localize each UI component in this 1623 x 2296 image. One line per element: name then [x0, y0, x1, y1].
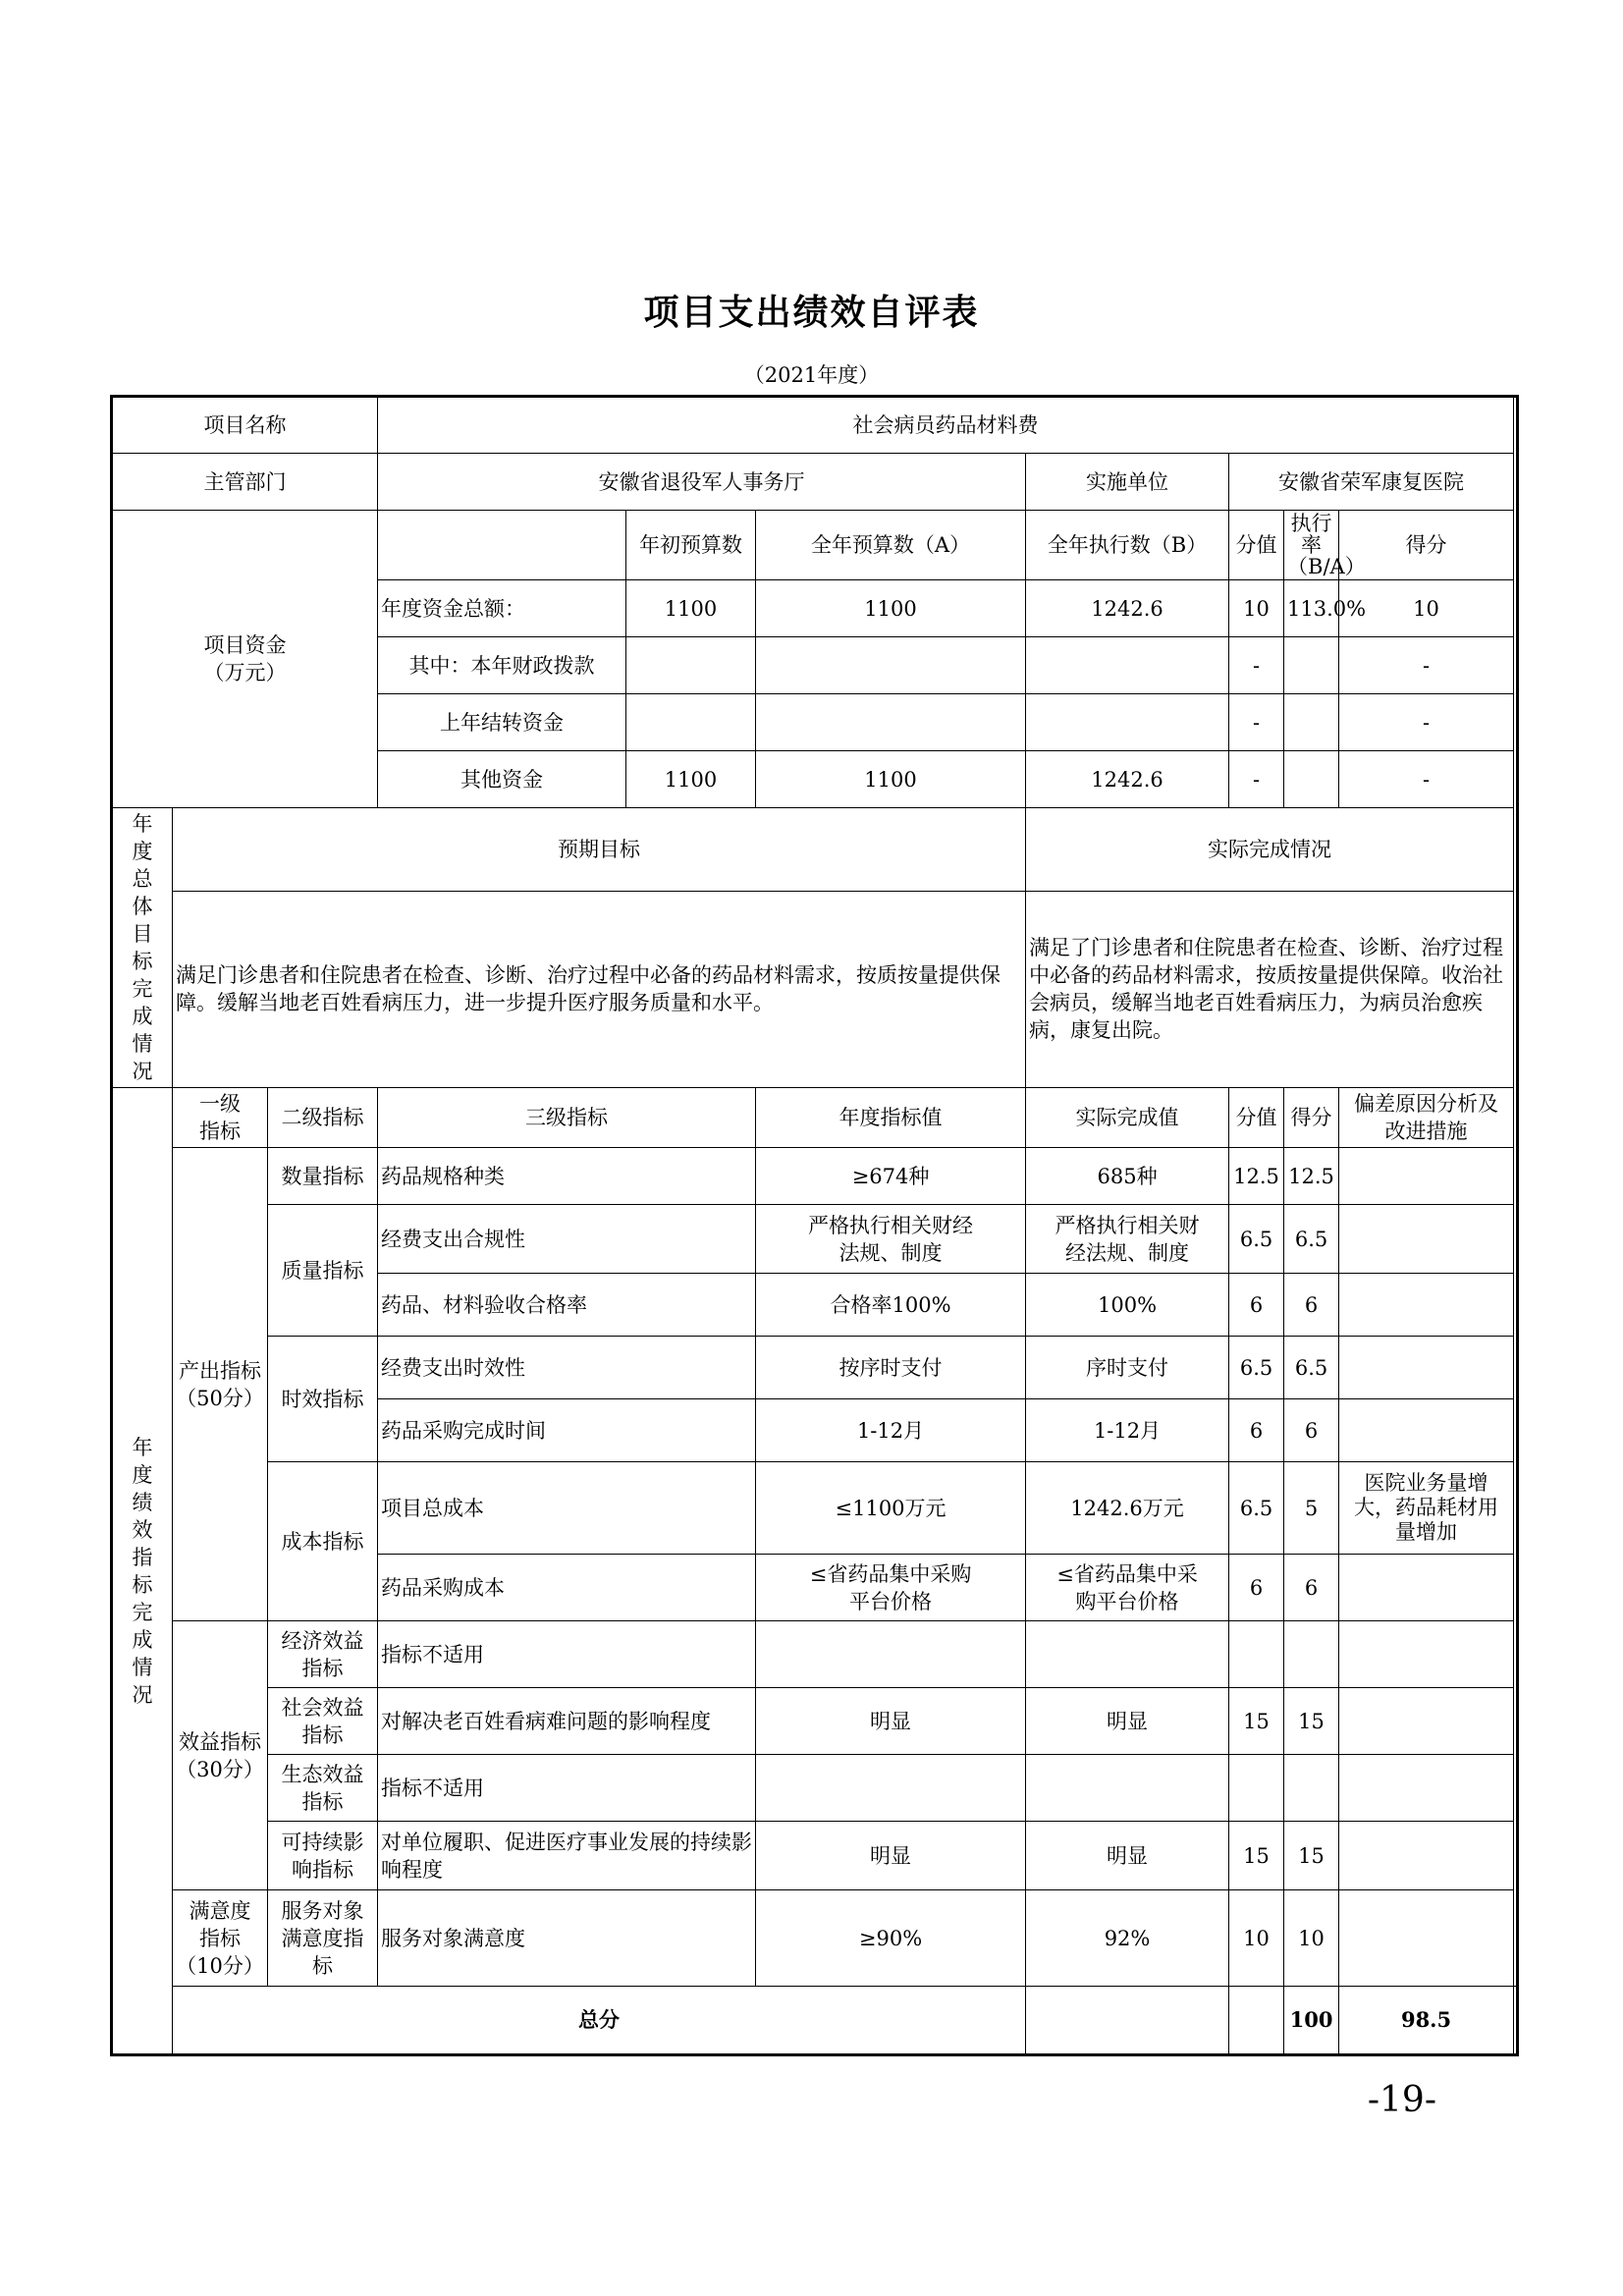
indicator-target: [756, 1621, 1026, 1688]
funds-header-rate: 执行率 （B/A）: [1284, 511, 1339, 580]
indicator-val: [1229, 1621, 1284, 1688]
funds-row-name: 其中：本年财政拨款: [378, 637, 626, 694]
level2-social: 社会效益 指标: [268, 1688, 378, 1755]
impl-value: 安徽省荣军康复医院: [1229, 454, 1514, 511]
funds-row-name: 年度资金总额：: [378, 580, 626, 637]
goals-content-row: [112, 891, 1518, 1087]
indicator-score: 15: [1284, 1688, 1339, 1755]
funds-row-rate: [1284, 637, 1339, 694]
goals-expected-label: 预期目标: [173, 808, 1026, 892]
total-score: 98.5: [1339, 1987, 1514, 2055]
indicator-note: [1339, 1205, 1514, 1274]
indicator-target: 严格执行相关财经 法规、制度: [756, 1205, 1026, 1274]
total-label: 总分: [173, 1987, 1026, 2055]
indicator-name: 药品规格种类: [378, 1148, 756, 1205]
indicator-val: 6: [1229, 1399, 1284, 1462]
indicator-note: [1339, 1822, 1514, 1890]
indicator-score: [1284, 1621, 1339, 1688]
funds-row-exec: [1026, 694, 1229, 751]
indicator-actual: 严格执行相关财 经法规、制度: [1026, 1205, 1229, 1274]
indicator-actual: 明显: [1026, 1822, 1229, 1890]
indicator-actual: 1-12月: [1026, 1399, 1229, 1462]
funds-header-annual: 全年预算数（A）: [756, 511, 1026, 580]
funds-row-exec: [1026, 637, 1229, 694]
indicator-row: [112, 1755, 1518, 1822]
indicator-note: [1339, 1555, 1514, 1621]
indicator-val: 6.5: [1229, 1462, 1284, 1555]
indicator-target: 合格率100%: [756, 1274, 1026, 1337]
indicator-score: 6: [1284, 1399, 1339, 1462]
funds-header-initial: 年初预算数: [626, 511, 756, 580]
indicator-score: 12.5: [1284, 1148, 1339, 1205]
indicator-row: [112, 1621, 1518, 1688]
goals-actual-text: 满足了门诊患者和住院患者在检查、诊断、治疗过程中必备的药品材料需求，按质按量提供保障。收治社会病员，缓解当地老百姓看病压力，为病员治愈疾病，康复出院。: [1026, 891, 1514, 1087]
header-level1: 一级 指标: [173, 1088, 268, 1148]
indicator-name: 项目总成本: [378, 1462, 756, 1555]
header-actual: 实际完成值: [1026, 1088, 1229, 1148]
indicator-name: 服务对象满意度: [378, 1890, 756, 1987]
indicator-val: 6: [1229, 1555, 1284, 1621]
funds-row-initial: [626, 694, 756, 751]
indicator-score: 6.5: [1284, 1205, 1339, 1274]
indicator-row: [112, 1337, 1518, 1399]
indicator-target: 明显: [756, 1822, 1026, 1890]
indicator-target: 明显: [756, 1688, 1026, 1755]
total-row: [112, 1987, 1518, 2055]
funds-row-score-val: -: [1229, 751, 1284, 808]
indicator-note: [1339, 1755, 1514, 1822]
indicator-name: 对单位履职、促进医疗事业发展的持续影 响程度: [378, 1822, 756, 1890]
indicator-target: ≥90%: [756, 1890, 1026, 1987]
header-level2: 二级指标: [268, 1088, 378, 1148]
output-label-text: 产出指标（50分）: [176, 1358, 264, 1410]
indicator-row: [112, 1462, 1518, 1555]
level2-sustainable: 可持续影 响指标: [268, 1822, 378, 1890]
project-name-value: 社会病员药品材料费: [378, 397, 1514, 454]
indicator-target: ≤1100万元: [756, 1462, 1026, 1555]
indicator-name: 药品采购成本: [378, 1555, 756, 1621]
funds-row-score-val: -: [1229, 694, 1284, 751]
indicator-note: [1339, 1621, 1514, 1688]
dept-label: 主管部门: [112, 454, 378, 511]
funds-row-score: 10: [1339, 580, 1514, 637]
funds-row-score: -: [1339, 637, 1514, 694]
goals-expected-text: 满足门诊患者和住院患者在检查、诊断、治疗过程中必备的药品材料需求，按质按量提供保障。缓解当地老百姓看病压力，进一步提升医疗服务质量和水平。: [173, 891, 1026, 1087]
output-label: [173, 1148, 268, 1621]
level2-quality: 质量指标: [268, 1205, 378, 1337]
funds-row-score-val: -: [1229, 637, 1284, 694]
funds-row-name: 上年结转资金: [378, 694, 626, 751]
indicator-note: [1339, 1890, 1514, 1987]
funds-row-score-val: 10: [1229, 580, 1284, 637]
indicator-row: [112, 1688, 1518, 1755]
indicator-name: 经费支出时效性: [378, 1337, 756, 1399]
indicator-score: 10: [1284, 1890, 1339, 1987]
indicator-target: [756, 1755, 1026, 1822]
funds-header-score: 得分: [1339, 511, 1514, 580]
funds-row-annual: 1100: [756, 580, 1026, 637]
indicator-row: [112, 1148, 1518, 1205]
indicator-val: 15: [1229, 1822, 1284, 1890]
level2-economic: 经济效益 指标: [268, 1621, 378, 1688]
indicator-actual: 序时支付: [1026, 1337, 1229, 1399]
indicator-row: [112, 1890, 1518, 1987]
total-target: [1026, 1987, 1229, 2055]
indicator-actual: 100%: [1026, 1274, 1229, 1337]
indicator-note: [1339, 1274, 1514, 1337]
project-name-row: [112, 397, 1518, 454]
indicator-note: [1339, 1399, 1514, 1462]
indicator-note: [1339, 1688, 1514, 1755]
page-number: -19-: [1367, 2080, 1436, 2120]
indicator-score: 5: [1284, 1462, 1339, 1555]
indicator-actual: 明显: [1026, 1688, 1229, 1755]
header-level3: 三级指标: [378, 1088, 756, 1148]
indicator-name: 指标不适用: [378, 1621, 756, 1688]
department-row: [112, 454, 1518, 511]
dept-value: 安徽省退役军人事务厅: [378, 454, 1026, 511]
document-year: （2021年度）: [743, 363, 880, 387]
indicator-actual: [1026, 1621, 1229, 1688]
funds-header-exec: 全年执行数（B）: [1026, 511, 1229, 580]
total-actual: [1229, 1987, 1284, 2055]
indicator-note: [1339, 1337, 1514, 1399]
indicator-score: [1284, 1755, 1339, 1822]
indicator-name: 药品、材料验收合格率: [378, 1274, 756, 1337]
funds-row-annual: [756, 694, 1026, 751]
benefit-label: [173, 1621, 268, 1890]
indicators-header-row: [112, 1088, 1518, 1148]
indicator-score: 15: [1284, 1822, 1339, 1890]
funds-row-exec: 1242.6: [1026, 751, 1229, 808]
funds-label: 项目资金 （万元）: [112, 511, 378, 808]
funds-row-initial: 1100: [626, 751, 756, 808]
indicator-val: 12.5: [1229, 1148, 1284, 1205]
funds-row-initial: 1100: [626, 580, 756, 637]
level2-cost: 成本指标: [268, 1462, 378, 1621]
funds-row-rate: [1284, 751, 1339, 808]
header-note: 偏差原因分析及 改进措施: [1339, 1088, 1514, 1148]
funds-row-initial: [626, 637, 756, 694]
indicator-name: 药品采购完成时间: [378, 1399, 756, 1462]
indicator-val: 10: [1229, 1890, 1284, 1987]
level2-service: 服务对象 满意度指 标: [268, 1890, 378, 1987]
indicator-score: 6: [1284, 1555, 1339, 1621]
funds-row-rate: 113.0%: [1284, 580, 1339, 637]
funds-row-rate: [1284, 694, 1339, 751]
indicator-name: 对解决老百姓看病难问题的影响程度: [378, 1688, 756, 1755]
indicators-label-text: 年度绩效指标完成情况: [132, 1435, 153, 1707]
indicator-note: [1339, 1148, 1514, 1205]
indicator-actual: ≤省药品集中采 购平台价格: [1026, 1555, 1229, 1621]
indicator-actual: [1026, 1755, 1229, 1822]
impl-label: 实施单位: [1026, 454, 1229, 511]
indicator-val: 6.5: [1229, 1205, 1284, 1274]
indicator-row: [112, 1822, 1518, 1890]
satisfaction-label: 满意度 指标 （10分）: [173, 1890, 268, 1987]
indicator-note: 医院业务量增 大，药品耗材用 量增加: [1339, 1462, 1514, 1555]
indicator-val: 15: [1229, 1688, 1284, 1755]
funds-header-row: [112, 511, 1518, 580]
goals-label: [112, 808, 173, 1088]
indicator-val: 6: [1229, 1274, 1284, 1337]
total-note: [1514, 1987, 1518, 2055]
header-target: 年度指标值: [756, 1088, 1026, 1148]
indicator-score: 6: [1284, 1274, 1339, 1337]
indicator-val: [1229, 1755, 1284, 1822]
header-score: 得分: [1284, 1088, 1339, 1148]
indicator-target: 按序时支付: [756, 1337, 1026, 1399]
indicator-val: 6.5: [1229, 1337, 1284, 1399]
funds-row-annual: 1100: [756, 751, 1026, 808]
total-val: 100: [1284, 1987, 1339, 2055]
benefit-label-text: 效益指标（30分）: [176, 1729, 264, 1781]
goals-header-row: [112, 808, 1518, 892]
funds-row-score: -: [1339, 694, 1514, 751]
indicator-name: 经费支出合规性: [378, 1205, 756, 1274]
project-name-label: 项目名称: [112, 397, 378, 454]
funds-header-score-val: 分值: [1229, 511, 1284, 580]
goals-label-text: 年度总体目标完成情况: [132, 812, 153, 1083]
document-title: 项目支出绩效自评表: [643, 293, 980, 333]
funds-row-exec: 1242.6: [1026, 580, 1229, 637]
funds-row-score: -: [1339, 751, 1514, 808]
indicator-target: ≥674种: [756, 1148, 1026, 1205]
indicator-actual: 1242.6万元: [1026, 1462, 1229, 1555]
level2-quantity: 数量指标: [268, 1148, 378, 1205]
funds-header-blank: [378, 511, 626, 580]
funds-row-annual: [756, 637, 1026, 694]
indicator-actual: 685种: [1026, 1148, 1229, 1205]
indicator-target: 1-12月: [756, 1399, 1026, 1462]
evaluation-table: [110, 395, 1519, 2056]
level2-ecological: 生态效益 指标: [268, 1755, 378, 1822]
indicator-score: 6.5: [1284, 1337, 1339, 1399]
level2-timeliness: 时效指标: [268, 1337, 378, 1462]
header-val: 分值: [1229, 1088, 1284, 1148]
goals-actual-label: 实际完成情况: [1026, 808, 1514, 892]
indicator-name: 指标不适用: [378, 1755, 756, 1822]
indicators-label: [112, 1088, 173, 2055]
funds-row-name: 其他资金: [378, 751, 626, 808]
indicator-actual: 92%: [1026, 1890, 1229, 1987]
indicator-row: [112, 1205, 1518, 1274]
indicator-target: ≤省药品集中采购 平台价格: [756, 1555, 1026, 1621]
